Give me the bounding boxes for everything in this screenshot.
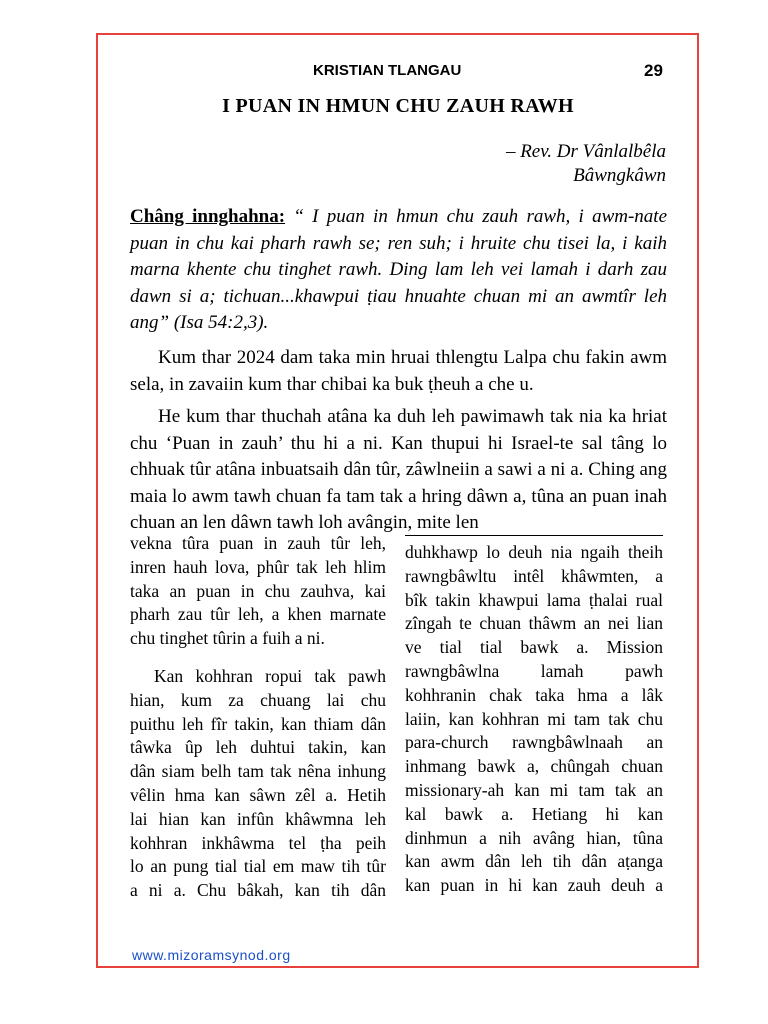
key-verse (130, 204, 667, 337)
author-byline (506, 140, 666, 188)
column-line: lo an pung tial tial em maw tih tûr (130, 856, 386, 877)
column-line: laiin, kan kohhran mi tam tak chu (405, 708, 663, 729)
column-line: lai hian kan infûn khâwmna leh (130, 808, 386, 829)
column-line: kan awm dân leh tih dân aṭanga (405, 851, 663, 872)
column-line: Kan kohhran ropui tak pawh (154, 665, 386, 686)
column-line: vekna tûra puan in zauh tûr leh, (130, 533, 386, 553)
column-line: bîk takin khawpui lama ṭhalai rual (405, 589, 663, 610)
column-line: hian, kum za chuang lai chu (130, 689, 386, 710)
article-title: I PUAN IN HMUN CHU ZAUH RAWH (222, 95, 574, 117)
column-line: inren hauh lova, phûr tak leh hlim (130, 556, 386, 577)
column-line: tâwka ûp leh duhtui takin, kan (130, 737, 386, 758)
column-line: duhkhawp lo deuh nia ngaih theih (405, 542, 663, 562)
column-line: kohhran inkhâwma tel ṭha peih (130, 832, 386, 853)
column-line: rawngbâwlna lamah pawh (405, 660, 663, 681)
column-line: pharh zau tûr leh, a khen marnate (130, 604, 386, 625)
column-line: vêlin hma kan sâwn zêl a. Hetih (130, 784, 386, 805)
column-line: ve tial tial bawk a. Mission (405, 637, 663, 658)
column-line: inhmang bawk a, chûngah chuan (405, 756, 663, 777)
column-line: dinhmun a nih avâng hian, tûna (405, 827, 663, 848)
column-line: para-church rawngbâwlnaah an (405, 732, 663, 753)
column-line: missionary-ah kan mi tam tak an (405, 779, 663, 800)
key-verse-label: Châng innghahna: (130, 206, 286, 227)
column-line: rawngbâwltu intêl khâwmten, a (405, 565, 663, 586)
column-line: a ni a. Chu bâkah, kan tih dân (130, 880, 386, 901)
author-name: – Rev. Dr Vânlalbêla (505, 141, 666, 162)
paragraph-1: Kum thar 2024 dam taka min hruai thlengtu Lalpa chu fakin awm sela, in zavaiin kum thar chibai ka buk ṭheuh a che u. (130, 347, 667, 395)
author-place: Bâwngkâwn (573, 165, 666, 186)
column-line: chu tinghet tûrin a fuih a ni. (130, 628, 325, 649)
column-line: dân siam belh tam tak nêna inhung (130, 761, 386, 782)
key-verse-text: “ I puan in hmun chu zauh rawh, i awm-nate puan in chu kai pharh rawh se; ren suh; i hruite chu tisei la, i kaih marna khente chu tinghet rawh. Ding lam leh vei lamah i darh zau dawn si a; tichuan...khawpui ṭiau hnuahte chuan mi an awmtîr leh ang” (Isa 54:2,3). (130, 206, 668, 333)
column-line: taka an puan in chu zauhva, kai (130, 580, 386, 601)
footer-website: www.mizoramsynod.org (132, 947, 291, 963)
column-line: kohhranin chak taka hma a lâk (405, 684, 663, 705)
left-column (130, 532, 386, 903)
running-title: KRISTIAN TLANGAU (313, 62, 462, 79)
paragraph-gap (130, 651, 386, 665)
column-line: kal bawk a. Hetiang hi kan (405, 803, 663, 824)
right-column (405, 541, 663, 898)
column-line: zîngah te chuan thâwm an nei lian (405, 613, 663, 634)
column-divider-rule (405, 535, 663, 536)
paragraph-2: He kum thar thuchah atâna ka duh leh pawimawh tak nia ka hriat chu ‘Puan in zauh’ thu hi a ni. Kan thupui hi Israel-te sal tâng lo chhuak tûr atâna inbuatsaih dân tûr, zâwlneiin a sawi a ni a. Ching ang maia lo awm tawh chuan fa tam tak a hring dâwn a, tûna an puan inah chuan an len dâwn tawh loh avângin, mite len (130, 406, 667, 533)
column-line: kan puan in hi kan zauh deuh a (405, 875, 663, 896)
column-line: puithu leh fîr takin, kan thiam dân (130, 713, 386, 734)
page-number: 29 (644, 61, 663, 80)
